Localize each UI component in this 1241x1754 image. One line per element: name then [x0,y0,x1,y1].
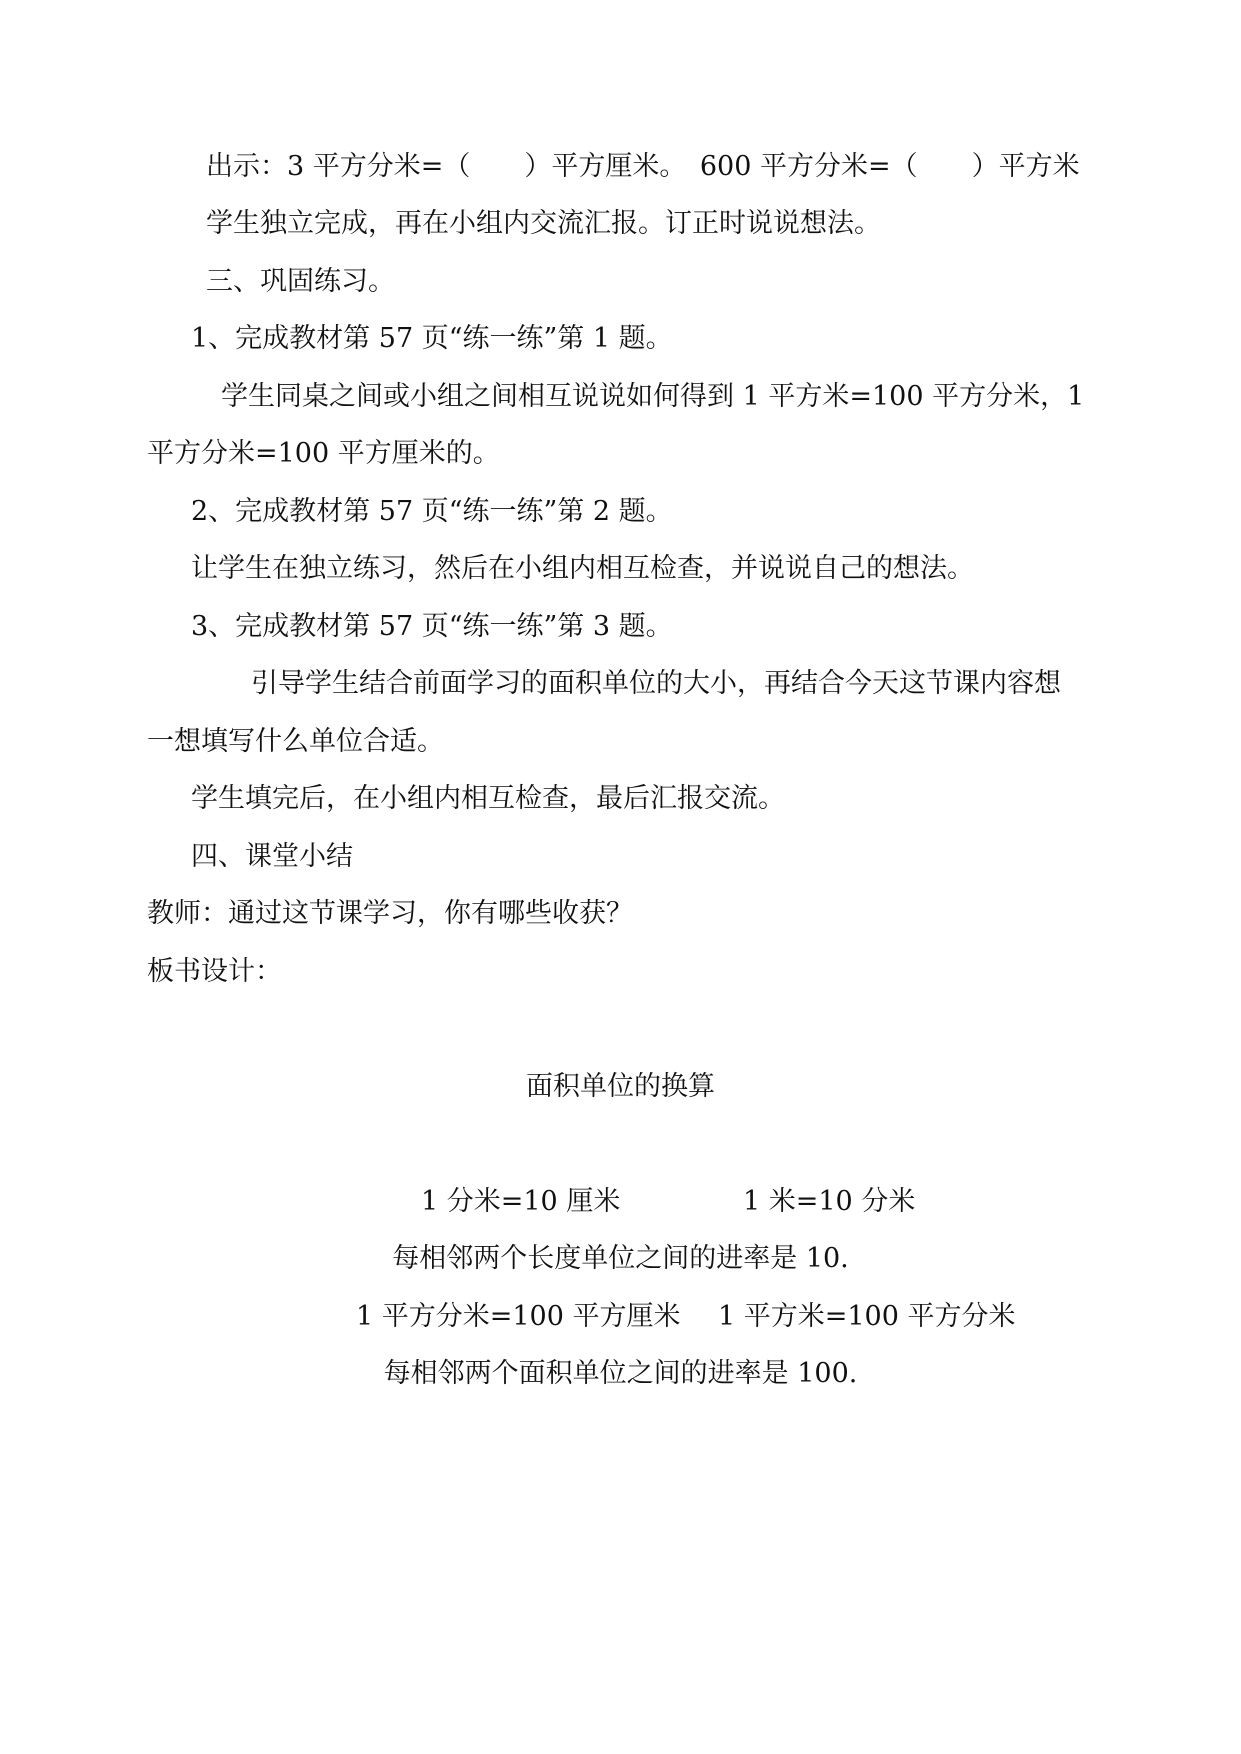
text-line: 学生同桌之间或小组之间相互说说如何得到 1 平方米=100 平方分米，1 [221,381,1085,412]
text-line: 3、完成教材第 57 页“练一练”第 3 题。 [191,611,673,642]
length-rate-note: 每相邻两个长度单位之间的进率是 10. [392,1243,849,1274]
text-line: 平方分米=100 平方厘米的。 [147,438,500,469]
text-line: 一想填写什么单位合适。 [147,726,444,757]
board-title: 面积单位的换算 [526,1071,715,1102]
area-equation-1: 1 平方分米=100 平方厘米 [356,1301,681,1332]
text-line: 学生填完后，在小组内相互检查，最后汇报交流。 [191,783,785,814]
area-equation-2: 1 平方米=100 平方分米 [718,1301,1016,1332]
text-line: 教师：通过这节课学习，你有哪些收获？ [147,898,633,929]
text-line: 2、完成教材第 57 页“练一练”第 2 题。 [191,496,673,527]
text-line: 出示：3 平方分米=（ ）平方厘米。 600 平方分米=（ ）平方米 [206,151,1080,182]
text-line: 板书设计： [147,956,282,987]
area-rate-note: 每相邻两个面积单位之间的进率是 100. [383,1358,858,1389]
text-line: 学生独立完成，再在小组内交流汇报。订正时说说想法。 [206,208,881,239]
section-heading: 四、课堂小结 [191,841,353,872]
text-line: 让学生在独立练习，然后在小组内相互检查，并说说自己的想法。 [191,553,974,584]
text-line: 1、完成教材第 57 页“练一练”第 1 题。 [191,323,673,354]
length-equation-1: 1 分米=10 厘米 [421,1186,621,1217]
text-line: 引导学生结合前面学习的面积单位的大小，再结合今天这节课内容想 [251,668,1061,699]
section-heading: 三、巩固练习。 [206,266,395,297]
length-equation-2: 1 米=10 分米 [743,1186,916,1217]
